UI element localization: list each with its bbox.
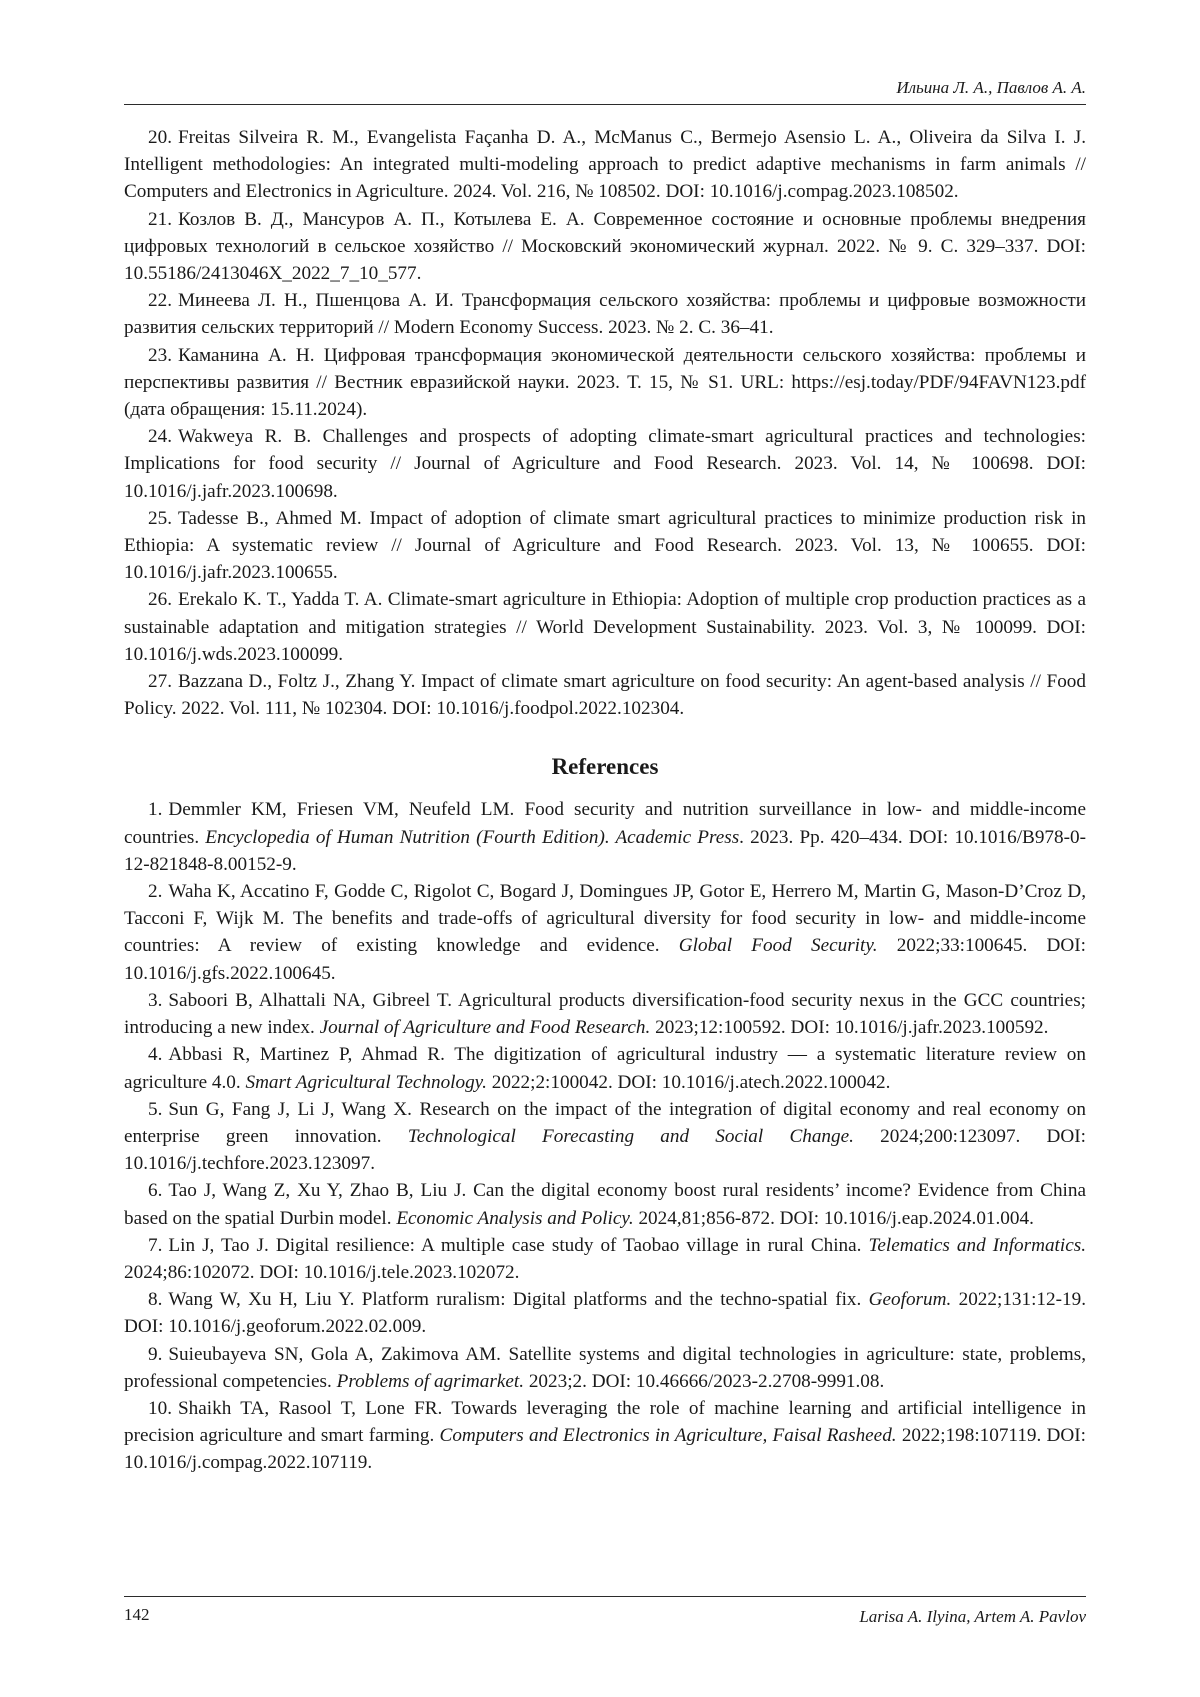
page-header: [124, 78, 1086, 105]
reference-details: 2022;131:12-19. DOI: 10.1016/j.geoforum.2022.02.009.: [124, 1289, 1086, 1338]
reference-number: 21.: [148, 208, 172, 230]
reference-journal: Smart Agricultural Technology.: [245, 1071, 487, 1093]
reference-text: Lin J, Tao J. Digital resilience: A multiple case study of Taobao village in rural China.: [168, 1234, 869, 1256]
reference-number: 24.: [148, 426, 172, 448]
reference-details: . 2023. Pp. 420–434. DOI: 10.1016/B978-0-12-821848-8.00152-9.: [124, 826, 1086, 875]
reference-details: 2024;200:123097. DOI: 10.1016/j.techfore.2023.123097.: [124, 1125, 1086, 1175]
reference-item: [124, 423, 1086, 505]
reference-number: 7.: [148, 1234, 163, 1256]
reference-number: 6.: [148, 1180, 163, 1202]
reference-number: 26.: [148, 589, 172, 611]
reference-text: Wakweya R. B. Challenges and prospects of adopting climate-smart agricultural practices and technologies: Implications for food security // Journal of Agriculture and Food Research. 2023. Vol. 14, № 100698. DOI: 10.1016/j.jafr.2023.100698.: [124, 426, 1086, 502]
reference-number: 4.: [148, 1044, 163, 1066]
reference-text: Tadesse B., Ahmed M. Impact of adoption of climate smart agricultural practices to minimize production risk in Ethiopia: A systematic review // Journal of Agriculture and Food Research. 2023. Vol. 13, № 100655. DOI: 10.1016/j.jafr.2023.100655.: [124, 507, 1086, 584]
reference-number: 22.: [148, 290, 172, 312]
reference-text: Sun G, Fang J, Li J, Wang X. Research on the impact of the integration of digital economy and real economy on enterprise green innovation.: [124, 1098, 1086, 1147]
reference-details: 2022;2:100042. DOI: 10.1016/j.atech.2022.100042.: [486, 1071, 891, 1093]
reference-item: [124, 1341, 1086, 1395]
page-content: [124, 124, 1086, 1477]
reference-text: Suieubayeva SN, Gola A, Zakimova AM. Satellite systems and digital technologies in agriculture: state, problems, professional competencies.: [124, 1343, 1086, 1392]
reference-text: Bazzana D., Foltz J., Zhang Y. Impact of climate smart agriculture on food security: An agent-based analysis // Food Policy. 2022. Vol. 111, № 102304. DOI: 10.1016/j.foodpol.2022.102304.: [124, 671, 1086, 720]
reference-item: [124, 287, 1086, 341]
reference-item: [124, 1177, 1086, 1231]
reference-journal: Journal of Agriculture and Food Research.: [319, 1017, 651, 1039]
reference-text: Минеева Л. Н., Пшенцова А. И. Трансформация сельского хозяйства: проблемы и цифровые возможности развития сельских территорий // Modern Economy Success. 2023. № 2. С. 36–41.: [124, 290, 1086, 339]
header-authors: Ильина Л. А., Павлов А. А.: [896, 78, 1086, 97]
reference-text: Wang W, Xu H, Liu Y. Platform ruralism: Digital platforms and the techno-spatial fix.: [168, 1289, 869, 1311]
reference-number: 20.: [148, 127, 172, 148]
reference-text: Козлов В. Д., Мансуров А. П., Котылева Е. А. Современное состояние и основные проблемы внедрения цифровых технологий в сельское хозяйство // Московский экономический журнал. 2022. № 9. С. 329–337. DOI: 10.55186/2413046X_2022_7_10_577.: [124, 208, 1086, 285]
footer-authors: Larisa A. Ilyina, Artem A. Pavlov: [859, 1607, 1086, 1626]
reference-journal: Global Food Security.: [678, 935, 878, 957]
reference-journal: Economic Analysis and Policy.: [396, 1207, 634, 1229]
reference-journal: Telematics and Informatics.: [868, 1234, 1086, 1256]
reference-number: 3.: [148, 989, 163, 1011]
reference-list-en: [124, 796, 1086, 1476]
reference-text: Tao J, Wang Z, Xu Y, Zhao B, Liu J. Can the digital economy boost rural residents’ income? Evidence from China based on the spatial Durbin model.: [124, 1180, 1086, 1229]
reference-number: 25.: [148, 507, 172, 529]
reference-item: [124, 987, 1086, 1041]
page-footer: [124, 1596, 1086, 1633]
reference-text: Demmler KM, Friesen VM, Neufeld LM. Food security and nutrition surveillance in low- and middle-income countries.: [124, 799, 1086, 848]
reference-item: [124, 1096, 1086, 1178]
reference-item: [124, 586, 1086, 668]
reference-details: 2022;198:107119. DOI: 10.1016/j.compag.2022.107119.: [124, 1425, 1086, 1474]
reference-text: Saboori B, Alhattali NA, Gibreel T. Agricultural products diversification-food security nexus in the GCC countries; introducing a new index.: [124, 989, 1086, 1039]
reference-details: 2024,81;856-872. DOI: 10.1016/j.eap.2024.01.004.: [633, 1207, 1034, 1229]
reference-item: [124, 342, 1086, 424]
reference-details: 2023;12:100592. DOI: 10.1016/j.jafr.2023.100592.: [650, 1017, 1049, 1039]
reference-item: [124, 206, 1086, 288]
reference-text: Erekalo K. T., Yadda T. A. Climate-smart agriculture in Ethiopia: Adoption of multiple crop production practices as a sustainable adaptation and mitigation strategies // World Development Sustainability. 2023. Vol. 3, № 100099. DOI: 10.1016/j.wds.2023.100099.: [124, 589, 1086, 665]
reference-journal: Encyclopedia of Human Nutrition (Fourth Edition). Academic Press: [205, 826, 740, 848]
reference-text: Каманина А. Н. Цифровая трансформация экономической деятельности сельского хозяйства: проблемы и перспективы развития // Вестник евразийской науки. 2023. Т. 15, № S1. URL: https://esj.today/PDF/94FAVN123.pdf (дата обращения: 15.11.2024).: [124, 344, 1086, 421]
reference-item: [124, 796, 1086, 878]
reference-number: 2.: [148, 881, 163, 903]
reference-number: 8.: [148, 1289, 163, 1311]
reference-number: 5.: [148, 1098, 163, 1120]
reference-details: 2024;86:102072. DOI: 10.1016/j.tele.2023.102072.: [124, 1261, 520, 1283]
page-number: 142: [124, 1605, 150, 1624]
reference-item: [124, 1232, 1086, 1286]
reference-journal: Problems of agrimarket.: [336, 1370, 525, 1392]
reference-list-ru: [124, 124, 1086, 722]
reference-item: [124, 1041, 1086, 1095]
reference-item: [124, 1395, 1086, 1477]
reference-journal: Geoforum.: [868, 1289, 952, 1311]
reference-number: 1.: [148, 799, 163, 821]
references-heading: References: [551, 754, 659, 780]
reference-details: 2023;2. DOI: 10.46666/2023-2.2708-9991.08.: [524, 1370, 885, 1392]
reference-text: Waha K, Accatino F, Godde C, Rigolot C, Bogard J, Domingues JP, Gotor E, Herrero M, Martin G, Mason-D’Croz D, Tacconi F, Wijk M. The benefits and trade-offs of agricultural diversity for food security in low- and middle-income countries: A review of existing knowledge and evidence.: [124, 881, 1086, 957]
reference-details: 2022;33:100645. DOI: 10.1016/j.gfs.2022.100645.: [124, 935, 1086, 984]
reference-text: Abbasi R, Martinez P, Ahmad R. The digitization of agricultural industry — a systematic literature review on agriculture 4.0.: [124, 1044, 1086, 1093]
reference-journal: Computers and Electronics in Agriculture, Faisal Rasheed.: [439, 1425, 897, 1447]
reference-text: Freitas Silveira R. M., Evangelista Façanha D. A., McManus C., Bermejo Asensio L. A., Oliveira da Silva I. J. Intelligent methodologies: An integrated multi-modeling approach to predict adaptive mechanisms in farm animals // Computers and Electronics in Agriculture. 2024. Vol. 216, № 108502. DOI: 10.1016/j.compag.2023.108502.: [124, 127, 1086, 203]
reference-number: 23.: [148, 344, 172, 366]
reference-number: 10.: [148, 1397, 172, 1419]
reference-item: [124, 124, 1086, 206]
reference-item: [124, 878, 1086, 987]
reference-number: 9.: [148, 1343, 163, 1365]
reference-journal: Technological Forecasting and Social Change.: [407, 1125, 854, 1147]
reference-number: 27.: [148, 671, 172, 693]
reference-item: [124, 668, 1086, 722]
reference-text: Shaikh TA, Rasool T, Lone FR. Towards leveraging the role of machine learning and artificial intelligence in precision agriculture and smart farming.: [124, 1397, 1086, 1447]
reference-item: [124, 505, 1086, 587]
reference-item: [124, 1286, 1086, 1340]
